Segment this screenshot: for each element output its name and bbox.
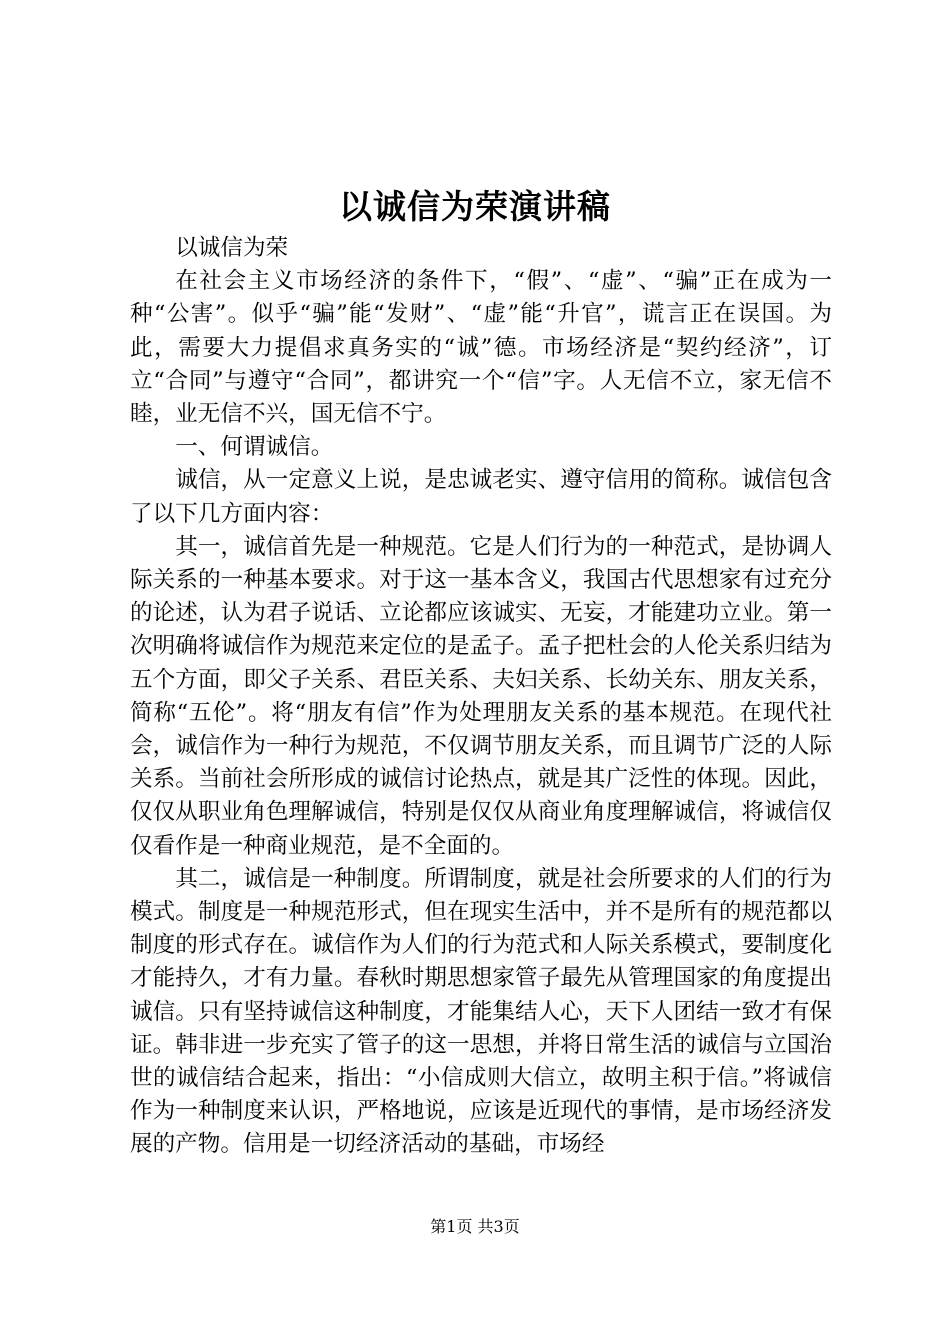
paragraph-definition: 诚信，从一定意义上说，是忠诚老实、遵守信用的简称。诚信包含了以下几方面内容： [130, 467, 832, 527]
page-number-footer: 第1页 共3页 [430, 1217, 520, 1236]
document-body [130, 232, 832, 1162]
document-title: 以诚信为荣演讲稿 [339, 187, 611, 226]
paragraph-point-one: 其一，诚信首先是一种规范。它是人们行为的一种范式，是协调人际关系的一种基本要求。对于这一基本含义，我国古代思想家有过充分的论述，认为君子说话、立论都应该诚实、无妄，才能建功立业。第一次明确将诚信作为规范来定位的是孟子。孟子把杜会的人伦关系归结为五个方面，即父子关系、君臣关系、夫妇关系、长幼关东、朋友关系，简称“五伦”。将“朋友有信”作为处理朋友关系的基本规范。在现代社会，诚信作为一种行为规范，不仅调节朋友关系，而且调节广泛的人际关系。当前社会所形成的诚信讨论热点，就是其广泛性的体现。因此，仅仅从职业角色理解诚信，特别是仅仅从商业角度理解诚信，将诚信仅仅看作是一种商业规范，是不全面的。 [130, 533, 832, 859]
paragraph-subtitle: 以诚信为荣 [175, 235, 289, 261]
paragraph-intro: 在社会主义市场经济的条件下，“假”、“虚”、“骗”正在成为一种“公害”。似乎“骗”能“发财”、“虚”能“升官”，谎言正在误国。为此，需要大力提倡求真务实的“诚”德。市场经济是“契约经济”，订立“合同”与遵守“合同”，都讲究一个“信”字。人无信不立，家无信不睦，业无信不兴，国无信不宁。 [130, 268, 832, 428]
section-heading: 一、何谓诚信。 [175, 434, 334, 461]
paragraph-point-two: 其二，诚信是一种制度。所谓制度，就是社会所要求的人们的行为模式。制度是一种规范形式，但在现实生活中，并不是所有的规范都以制度的形式存在。诚信作为人们的行为范式和人际关系模式，要制度化才能持久，才有力量。春秋时期思想家管子最先从管理国家的角度提出诚信。只有坚持诚信这种制度，才能集结人心，天下人团结一致才有保证。韩非进一步充实了管子的这一思想，并将日常生活的诚信与立国治世的诚信结合起来，指出：“小信成则大信立，故明主积于信。”将诚信作为一种制度来认识，严格地说，应该是近现代的事情，是市场经济发展的产物。信用是一切经济活动的基础，市场经 [130, 865, 832, 1158]
